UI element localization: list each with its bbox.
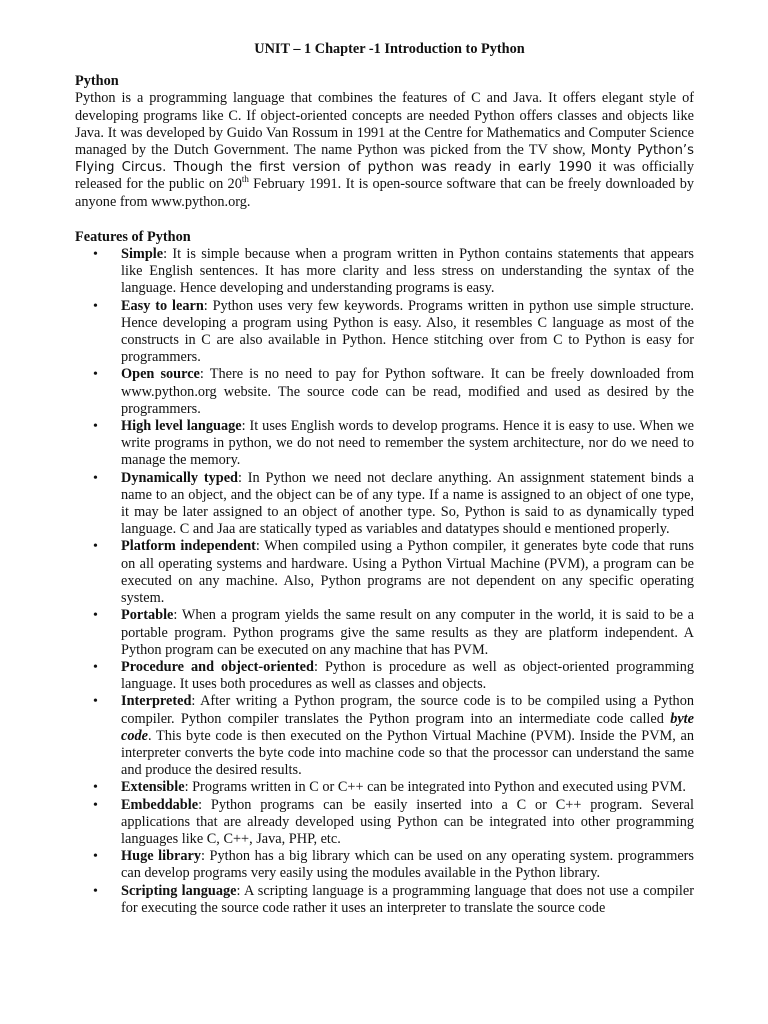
feature-term: Dynamically typed	[121, 469, 239, 486]
feature-emphasis: byte code	[121, 710, 694, 744]
intro-paragraph	[75, 90, 694, 210]
feature-item-easy-to-learn	[75, 298, 694, 367]
feature-text: : After writing a Python program, the source code is to be compiled using a Python compiler. Python compiler translates the Python program into an intermediate code called	[121, 693, 694, 727]
feature-text: : Python programs can be easily inserted into a C or C++ program. Several applications that are already developed using Python can be integrated into other programming languages like C, C++, Java, PHP, etc.	[121, 796, 694, 847]
feature-text: : Programs written in C or C++ can be integrated into Python and executed using PVM.	[184, 779, 686, 796]
bullet-icon: •	[93, 419, 98, 435]
bullet-icon: •	[93, 247, 98, 263]
feature-text: : There is no need to pay for Python software. It can be freely downloaded from www.python.org website. The source code can be read, modified and used as desired by the programmers.	[121, 366, 694, 417]
feature-term: Scripting language	[121, 882, 237, 899]
feature-item-scripting-language	[75, 883, 694, 917]
feature-text: : Python uses very few keywords. Programs written in python use simple structure. Hence developing a program using Python is easy. Also, it resembles C language as most of the constructs in C are also available in Python. Hence stitching over from C to Python is easy for programmers.	[121, 297, 695, 366]
feature-term: Extensible	[121, 779, 185, 796]
bullet-icon: •	[93, 780, 98, 796]
feature-item-interpreted	[75, 693, 694, 779]
features-list	[75, 246, 694, 917]
feature-term: Interpreted	[121, 693, 192, 710]
feature-term: Easy to learn	[121, 297, 204, 314]
heading-python: Python	[75, 73, 119, 90]
bullet-icon: •	[93, 883, 98, 899]
feature-item-procedure-object-oriented	[75, 659, 694, 693]
feature-item-extensible	[75, 779, 694, 796]
feature-text: : Python is procedure as well as object-oriented programming language. It uses both procedures as well as classes and objects.	[121, 658, 694, 693]
bullet-icon: •	[93, 694, 98, 710]
bullet-icon: •	[93, 470, 98, 486]
feature-item-open-source	[75, 366, 694, 418]
feature-text: : A scripting language is a programming language that does not use a compiler for executing the source code rather it uses an interpreter to translate the source code	[121, 882, 694, 916]
feature-text: : It is simple because when a program written in Python contains statements that appears like English sentences. It has more clarity and less stress on understanding the syntax of the language. Hence developing and understanding programs is easy.	[121, 246, 694, 297]
bullet-icon: •	[93, 367, 98, 383]
intro-text-1: Python is a programming language that combines the features of C and Java. It offers elegant style of developing programs like C. If object-oriented concepts are needed Python offers classes and objects like Java. It was developed by Guido Van Rossum in 1991 at the Centre for Mathematics and Computer Science managed by the Dutch Government. The name Python was picked from the TV show,	[75, 90, 694, 159]
heading-features: Features of Python	[75, 228, 191, 245]
bullet-icon: •	[93, 849, 98, 865]
bullet-icon: •	[93, 608, 98, 624]
feature-term: Huge library	[121, 848, 202, 865]
page-title: UNIT – 1 Chapter -1 Introduction to Python	[254, 41, 525, 57]
feature-text: : Python has a big library which can be used on any operating system. programmers can develop programs very easily using the modules available in the Python library.	[121, 848, 694, 882]
feature-term: Portable	[121, 607, 174, 624]
feature-term: High level language	[121, 418, 242, 435]
feature-term: Open source	[121, 366, 200, 383]
intro-superscript: th	[241, 174, 249, 185]
feature-term: Platform independent	[121, 538, 256, 555]
bullet-icon: •	[93, 659, 98, 675]
feature-item-high-level-language	[75, 418, 694, 470]
feature-item-embeddable	[75, 797, 694, 849]
feature-term: Embeddable	[121, 796, 199, 813]
feature-item-huge-library	[75, 848, 694, 882]
feature-item-dynamically-typed	[75, 470, 694, 539]
intro-text-2: Monty Python’s Flying Circus. Though the first version of python was ready in early 1990	[75, 143, 694, 176]
feature-item-portable	[75, 607, 694, 659]
feature-text-continued: . This byte code is then executed on the Python Virtual Machine (PVM). Inside the PVM, an interpreter converts the byte code into machine code so that the processor can understand the same and produce the desired results.	[121, 727, 694, 779]
feature-text: : When compiled using a Python compiler, it generates byte code that runs on all operating systems and hardware. Using a Python Virtual Machine (PVM), a program can be executed on any machine. Also, Python programs are not dependent on any specific operating system.	[121, 538, 694, 607]
bullet-icon: •	[93, 298, 98, 314]
feature-item-simple	[75, 246, 694, 298]
bullet-icon: •	[93, 797, 98, 813]
feature-text: : When a program yields the same result on any computer in the world, it is said to be a portable program. Python programs give the same results as they are platform independent. A Python program can be executed on any machine that has PVM.	[121, 607, 694, 658]
feature-term: Simple	[121, 246, 164, 263]
intro-text-4: February 1991. It is open-source software that can be freely downloaded by anyone from www.python.org.	[75, 176, 694, 210]
feature-item-platform-independent	[75, 538, 694, 607]
bullet-icon: •	[93, 539, 98, 555]
feature-text: : In Python we need not declare anything. An assignment statement binds a name to an object, and the object can be of any type. If a name is assigned to an object of one type, it may be later assigned to an object of another type. So, Python is said to as dynamically typed language. C and Jaa are statically typed as variables and datatypes should e mentioned properly.	[121, 469, 694, 538]
feature-text: : It uses English words to develop programs. Hence it is easy to use. When we write programs in python, we do not need to remember the system architecture, nor do we need to manage the memory.	[121, 418, 694, 469]
feature-term: Procedure and object-oriented	[121, 658, 314, 675]
intro-text-3: it was officially released for the public on 20	[75, 159, 694, 193]
